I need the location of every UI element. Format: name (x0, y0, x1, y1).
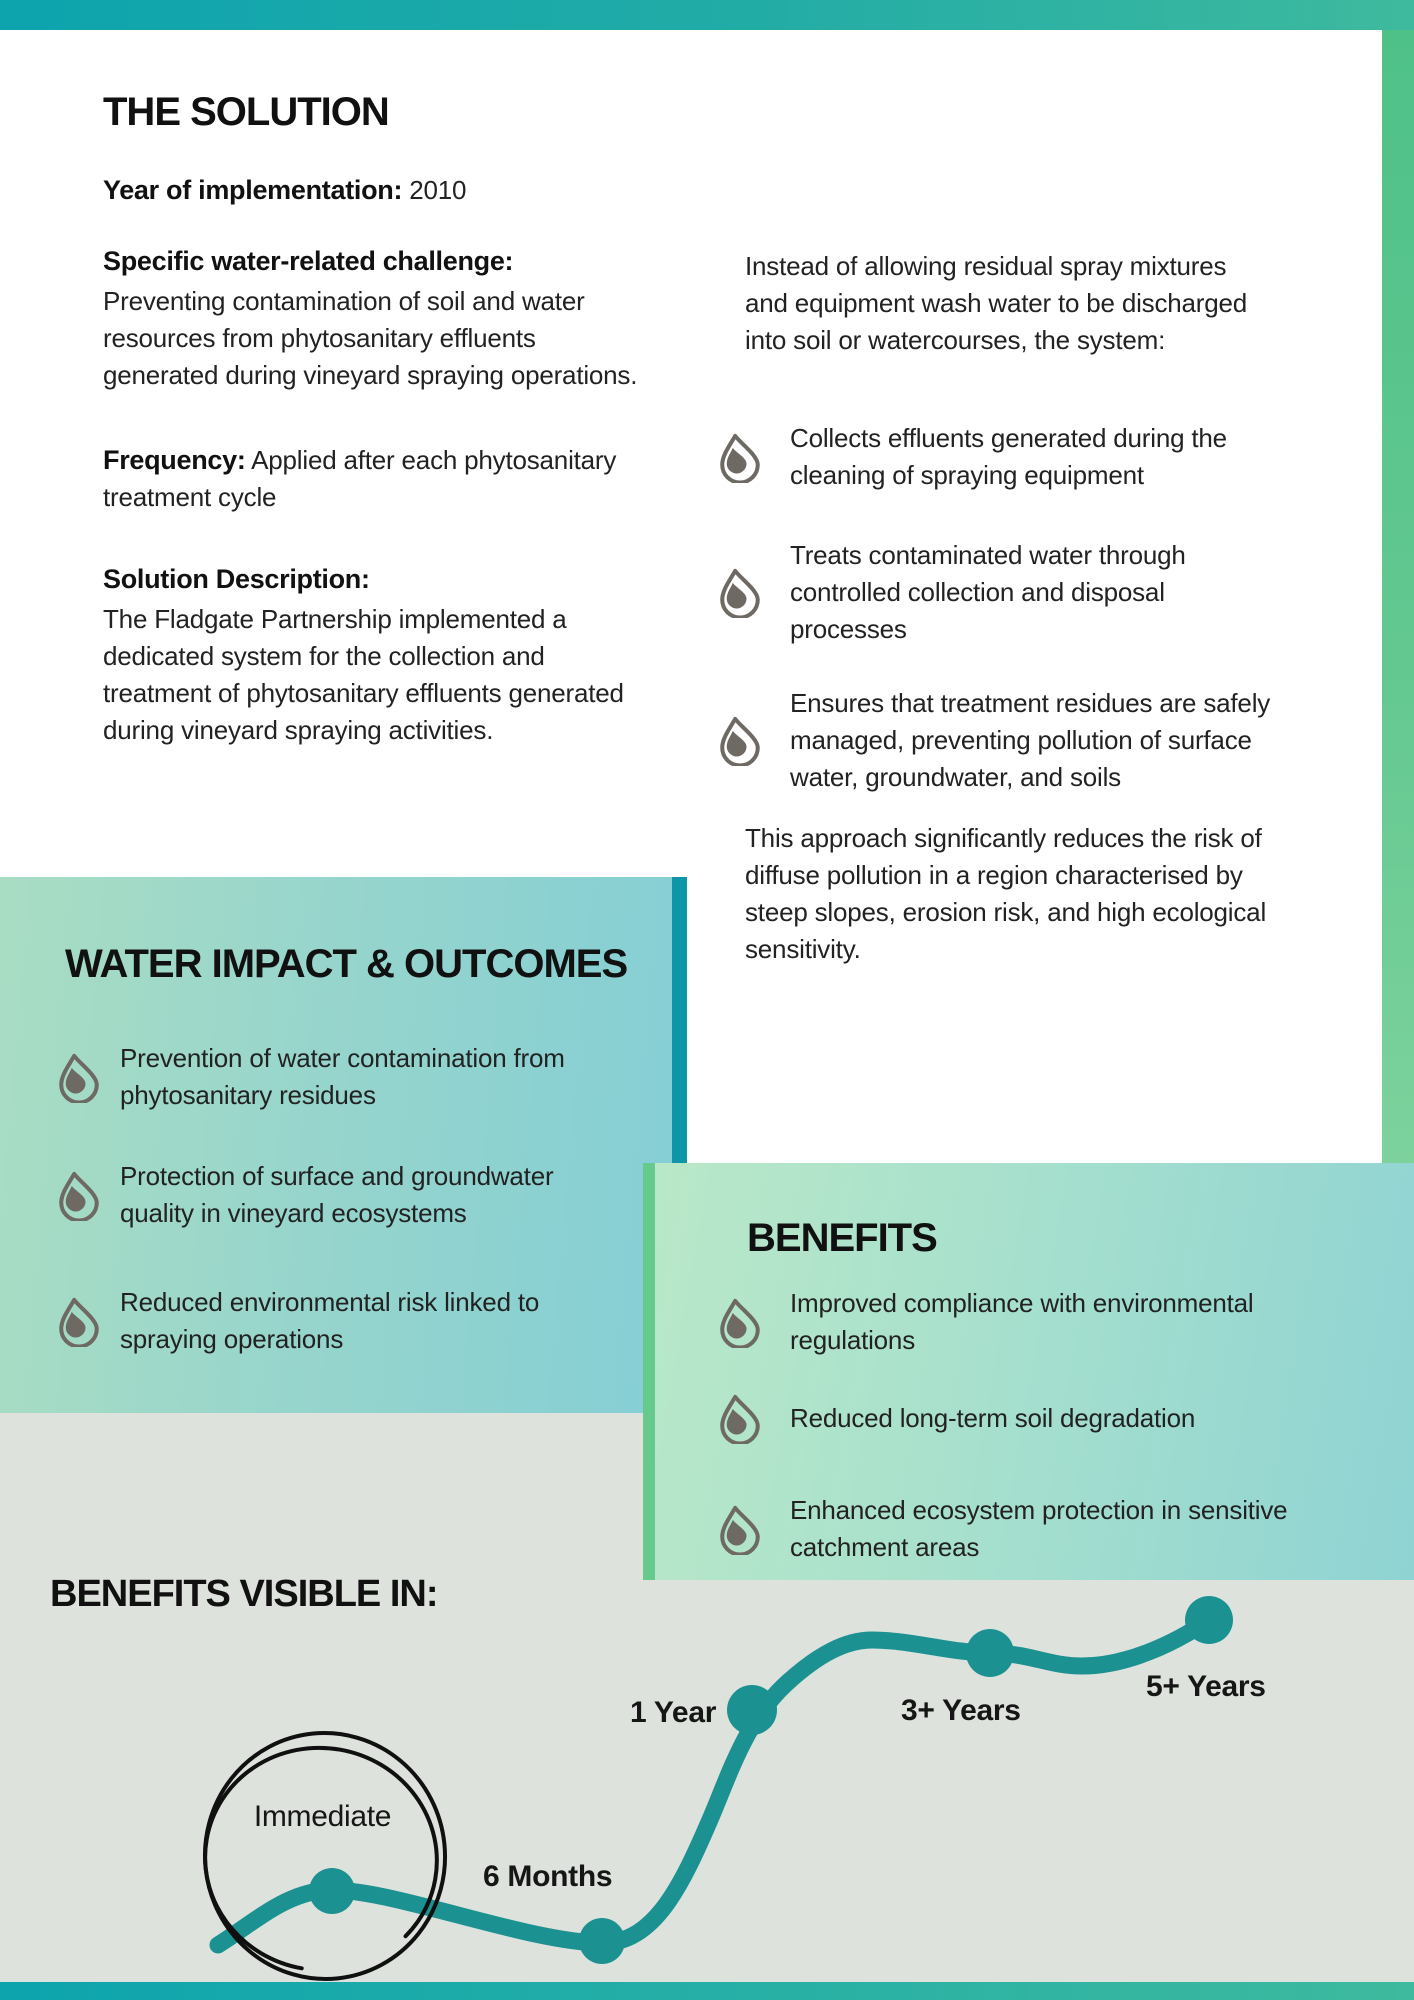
description-line: The Fladgate Partnership implemented a (103, 604, 567, 634)
description-label: Solution Description: (103, 564, 370, 594)
intro-line: into soil or watercourses, the system: (745, 325, 1166, 355)
milestone-dot-5-years (1185, 1596, 1233, 1644)
page-title: THE SOLUTION (103, 90, 389, 134)
bullet-line: processes (790, 614, 907, 644)
system-bullet-3 (790, 685, 1270, 796)
bullet-line: Ensures that treatment residues are safely (790, 688, 1271, 718)
frequency-line: treatment cycle (103, 482, 277, 512)
benefits-timeline-curve (0, 1560, 1414, 2000)
water-drop-icon (716, 1298, 764, 1348)
benefits-title: BENEFITS (747, 1216, 937, 1260)
frequency-rest: Applied after each phytosanitary (245, 445, 617, 475)
bullet-line: managed, preventing pollution of surface (790, 725, 1252, 755)
bullet-line: phytosanitary residues (120, 1080, 376, 1110)
milestone-dot-3-years (966, 1629, 1014, 1677)
bullet-line: cleaning of spraying equipment (790, 460, 1144, 490)
frequency-line (103, 442, 616, 479)
milestone-label-1-year: 1 Year (630, 1696, 717, 1729)
impact-bullet-1 (120, 1040, 565, 1114)
bullet-line: Reduced environmental risk linked to (120, 1287, 540, 1317)
description-line: treatment of phytosanitary effluents generated (103, 678, 624, 708)
impact-bullet-2 (120, 1158, 553, 1232)
timeline-title: BENEFITS VISIBLE IN: (50, 1573, 438, 1615)
challenge-line: resources from phytosanitary effluents (103, 323, 536, 353)
milestone-dot-immediate (309, 1868, 355, 1914)
bullet-line: Reduced long-term soil degradation (790, 1403, 1196, 1433)
challenge-line: generated during vineyard spraying operations. (103, 360, 638, 390)
top-accent-bar (0, 0, 1414, 30)
bullet-line: Treats contaminated water through (790, 540, 1186, 570)
description-paragraph (103, 601, 624, 749)
benefits-bullet-1 (790, 1285, 1254, 1359)
bullet-line: catchment areas (790, 1532, 980, 1562)
system-bullet-1 (790, 420, 1227, 494)
system-bullet-2 (790, 537, 1186, 648)
bullet-line: spraying operations (120, 1324, 344, 1354)
year-value: 2010 (402, 175, 467, 205)
milestone-dot-1-year (727, 1685, 777, 1735)
milestone-label-immediate: Immediate (253, 1800, 392, 1833)
system-intro-paragraph (745, 248, 1247, 359)
closing-line: This approach significantly reduces the risk of (745, 823, 1262, 853)
hand-drawn-circle (187, 1721, 457, 1991)
year-label: Year of implementation: (103, 175, 403, 205)
closing-line: sensitivity. (745, 934, 861, 964)
year-of-implementation (103, 172, 466, 209)
water-drop-icon (716, 433, 764, 483)
water-drop-icon (55, 1297, 103, 1347)
challenge-label: Specific water-related challenge: (103, 246, 514, 276)
bullet-line: Protection of surface and groundwater (120, 1161, 554, 1191)
milestone-dot-6-months (579, 1918, 625, 1964)
milestone-label-3-years: 3+ Years (901, 1694, 1021, 1727)
benefits-bullet-2 (790, 1400, 1195, 1437)
closing-line: diffuse pollution in a region characterised by (745, 860, 1243, 890)
water-drop-icon (55, 1171, 103, 1221)
frequency-paragraph (103, 442, 616, 516)
closing-line: steep slopes, erosion risk, and high ecological (745, 897, 1267, 927)
water-drop-icon (716, 1505, 764, 1555)
bullet-line: controlled collection and disposal (790, 577, 1165, 607)
impact-bullet-3 (120, 1284, 539, 1358)
bullet-line: water, groundwater, and soils (790, 762, 1121, 792)
bullet-line: quality in vineyard ecosystems (120, 1198, 467, 1228)
intro-line: and equipment wash water to be discharged (745, 288, 1248, 318)
timeline-path (218, 1620, 1209, 1945)
bullet-line: Improved compliance with environmental (790, 1288, 1254, 1318)
water-impact-title: WATER IMPACT & OUTCOMES (65, 942, 628, 986)
frequency-label: Frequency: (103, 445, 246, 475)
bullet-line: Prevention of water contamination from (120, 1043, 565, 1073)
description-line: dedicated system for the collection and (103, 641, 545, 671)
bullet-line: Enhanced ecosystem protection in sensitive (790, 1495, 1288, 1525)
bullet-line: Collects effluents generated during the (790, 423, 1227, 453)
description-line: during vineyard spraying activities. (103, 715, 494, 745)
system-closing-paragraph (745, 820, 1266, 968)
benefits-bullet-3 (790, 1492, 1287, 1566)
challenge-paragraph (103, 283, 637, 394)
challenge-line: Preventing contamination of soil and water (103, 286, 585, 316)
water-drop-icon (716, 716, 764, 766)
water-drop-icon (716, 568, 764, 618)
bullet-line: regulations (790, 1325, 915, 1355)
benefits-box-edge-stripe (643, 1163, 655, 1580)
intro-line: Instead of allowing residual spray mixtures (745, 251, 1227, 281)
right-edge-green-strip (1382, 30, 1414, 1163)
milestone-label-6-months: 6 Months (483, 1860, 613, 1893)
water-drop-icon (716, 1394, 764, 1444)
milestone-label-5-years: 5+ Years (1146, 1670, 1266, 1703)
water-drop-icon (55, 1053, 103, 1103)
